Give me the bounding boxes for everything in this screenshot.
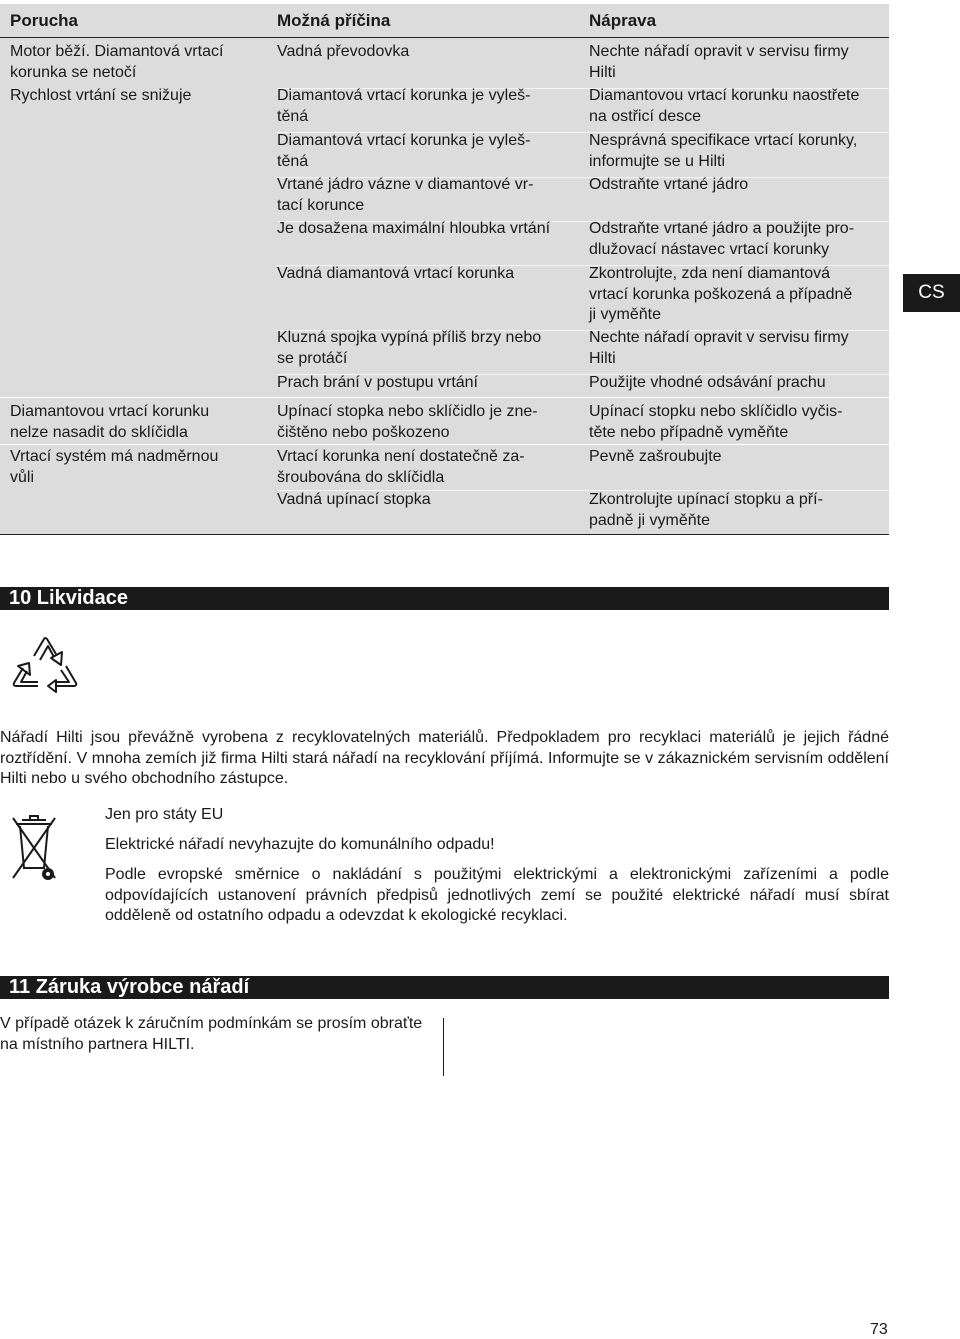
cause-cell: Diamantová vrtací korunka je vyleš- těná [277, 87, 531, 125]
remedy-cell: Diamantovou vrtací korunku naostřete na ostřicí desce [589, 87, 860, 125]
fault-cell: Vrtací systém má nadměrnou vůli [10, 448, 219, 486]
remedy-cell: Nechte nářadí opravit v servisu firmy Hilti [589, 43, 849, 81]
remedy-cell: Zkontrolujte upínací stopku a pří- padně ji vyměňte [589, 491, 823, 529]
remedy-cell: Pevně zašroubujte [589, 448, 722, 465]
crossed-out-bin-icon [10, 812, 58, 888]
cause-cell: Vrtací korunka není dostatečně za- šroubována do sklíčidla [277, 448, 525, 486]
page-number: 73 [870, 1321, 888, 1338]
language-tab: CS [903, 274, 960, 312]
fault-cell: Diamantovou vrtací korunku nelze nasadit do sklíčidla [10, 403, 210, 441]
eu-paragraph: Podle evropské směrnice o nakládání s použitými elektrickými a elektronickými zařízeními a podle odpovídajících ustanovení právních předpisů jednotlivých zemí se použité elektrické nářadí musí sbírat odděleně od ostatního odpadu a odevzdat k ekologické recyklaci. [105, 866, 889, 924]
section-title: 10 Likvidace [9, 587, 128, 609]
table-row [0, 397, 889, 441]
cause-cell: Upínací stopka nebo sklíčidlo je zne- čištěno nebo poškozeno [277, 403, 538, 441]
header-remedy: Náprava [589, 11, 657, 30]
cause-cell: Je dosažena maximální hloubka vrtání [277, 220, 551, 237]
remedy-cell: Použijte vhodné odsávání prachu [589, 374, 826, 391]
section-heading-warranty [0, 976, 889, 999]
warranty-paragraph: V případě otázek k záručním podmínkám se prosím obraťte na místního partnera HILTI. [0, 1015, 423, 1053]
table-row [0, 444, 889, 486]
recycle-icon [4, 630, 86, 704]
section-heading-disposal [0, 587, 889, 610]
remedy-cell: Odstraňte vrtané jádro [589, 176, 749, 193]
remedy-cell: Odstraňte vrtané jádro a použijte pro- dlužovací nástavec vrtací korunky [589, 220, 855, 258]
eu-warning: Elektrické nářadí nevyhazujte do komunálního odpadu! [105, 836, 495, 853]
header-cause: Možná příčina [277, 11, 391, 30]
disposal-paragraph: Nářadí Hilti jsou převážně vyrobena z recyklovatelných materiálů. Předpokladem pro recyklaci materiálů je jejich řádné roztřídění. V mnoha zemích již firma Hilti stará nářadí na recyklování příjímá. Informujte se v zákaznickém servisním oddělení Hilti nebo u svého obchodního zástupce. [0, 729, 889, 787]
troubleshooting-table [0, 4, 889, 535]
cause-cell: Vadná diamantová vrtací korunka [277, 265, 515, 282]
remedy-cell: Upínací stopku nebo sklíčidlo vyčis- těte nebo případně vyměňte [589, 403, 843, 441]
table-header [0, 4, 889, 38]
eu-heading: Jen pro státy EU [105, 806, 224, 823]
remedy-cell: Nechte nářadí opravit v servisu firmy Hilti [589, 329, 849, 367]
cause-cell: Vadná převodovka [277, 43, 410, 60]
remedy-cell: Nesprávná specifikace vrtací korunky, informujte se u Hilti [589, 132, 858, 170]
fault-cell: Motor běží. Diamantová vrtací korunka se netočí [10, 43, 224, 81]
cause-cell: Prach brání v postupu vrtání [277, 374, 478, 391]
cause-cell: Vrtané jádro vázne v diamantové vr- tací korunce [277, 176, 534, 214]
cause-cell: Vadná upínací stopka [277, 491, 431, 508]
remedy-cell: Zkontrolujte, zda není diamantová vrtací korunka poškozená a případně ji vyměňte [589, 265, 853, 323]
cause-cell: Kluzná spojka vypíná příliš brzy nebo se protáčí [277, 329, 542, 367]
header-fault: Porucha [10, 11, 79, 30]
fault-cell: Rychlost vrtání se snižuje [10, 87, 192, 104]
cause-cell: Diamantová vrtací korunka je vyleš- těná [277, 132, 531, 170]
section-title: 11 Záruka výrobce nářadí [9, 976, 250, 998]
column-divider [443, 1018, 444, 1076]
